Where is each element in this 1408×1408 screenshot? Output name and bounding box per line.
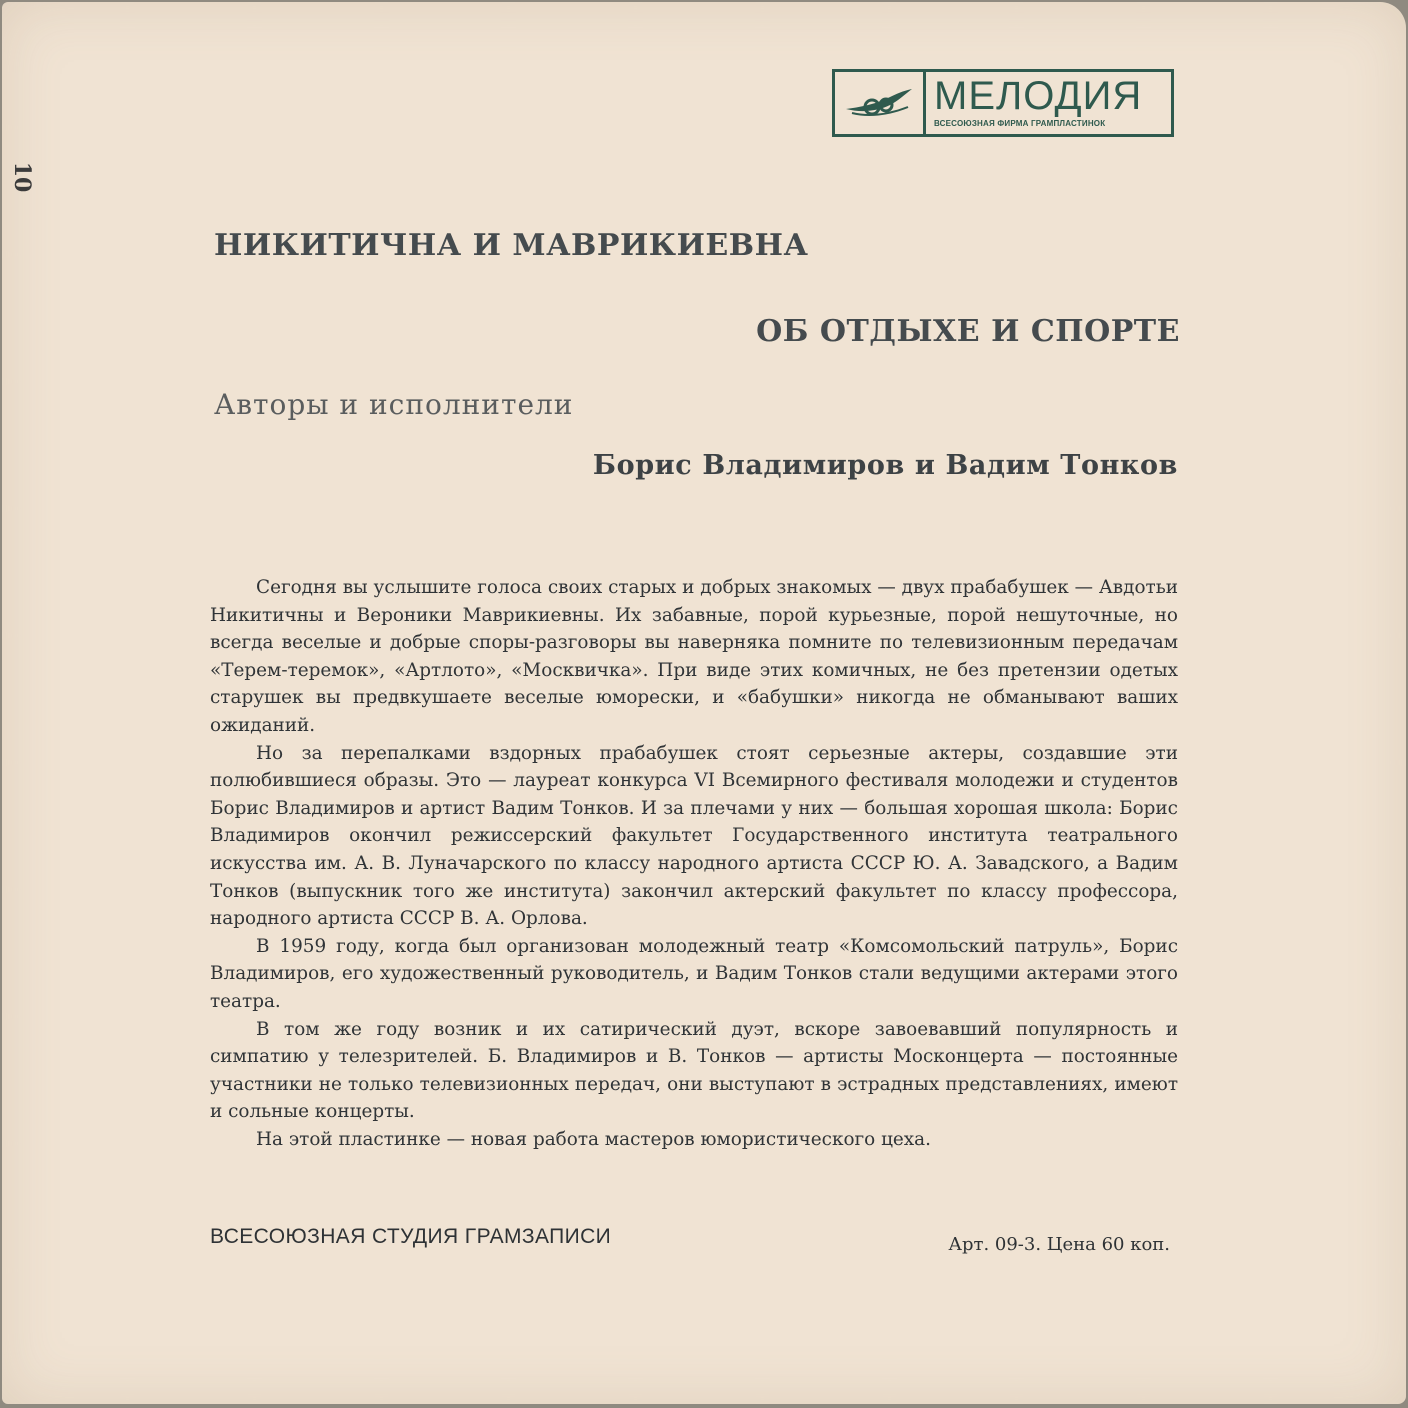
liner-notes — [210, 574, 1178, 1153]
melodiya-emblem-icon — [835, 72, 926, 134]
liner-paragraph-2: Но за перепалками вздорных прабабушек стоят серьезные актеры, создавшие эти полюбившиеся образы. Это — лауреат конкурса VI Всемирного фестиваля молодежи и студентов Борис Владимиров и артист Вадим Тонков. И за плечами у них — большая хорошая школа: Борис Владимиров окончил режиссерский факультет Государственного института театрального искусства им. А. В. Луначарского по классу народного артиста СССР Ю. А. Завадского, а Вадим Тонков (выпускник того же института) закончил актерский факультет по классу профессора, народного артиста СССР В. А. Орлова. — [210, 742, 1178, 930]
record-sleeve — [2, 2, 1406, 1404]
authors-names: Борис Владимиров и Вадим Тонков — [592, 450, 1178, 481]
record-title-line-2: ОБ ОТДЫХЕ И СПОРТЕ — [756, 314, 1180, 349]
melodiya-logo — [832, 69, 1174, 137]
logo-brand: МЕЛОДИЯ — [934, 74, 1143, 118]
authors-label: Авторы и исполнители — [214, 388, 574, 421]
logo-subtitle: ВСЕСОЮЗНАЯ ФИРМА ГРАМПЛАСТИНОК — [934, 119, 1106, 128]
liner-paragraph-5: На этой пластинке — новая работа мастеров юмористического цеха. — [256, 1128, 931, 1150]
liner-paragraph-3: В 1959 году, когда был организован молодежный театр «Комсомольский патруль», Борис Владимиров, его художественный руководитель, и Вадим Тонков стали ведущими актерами этого театра. — [210, 935, 1178, 1012]
record-title-line-1: НИКИТИЧНА И МАВРИКИЕВНА — [214, 228, 809, 263]
catalog-price: Арт. 09-3. Цена 60 коп. — [948, 1234, 1170, 1255]
side-number: 10 — [9, 161, 35, 193]
studio-name: ВСЕСОЮЗНАЯ СТУДИЯ ГРАМЗАПИСИ — [210, 1225, 612, 1248]
logo-text — [926, 72, 1171, 134]
liner-paragraph-4: В том же году возник и их сатирический дуэт, вскоре завоевавший популярность и симпатию у телезрителей. Б. Владимиров и В. Тонков — артисты Москонцерта — постоянные участники не только телевизионных передач, они выступают в эстрадных представлениях, имеют и сольные концерты. — [210, 1018, 1178, 1123]
liner-paragraph-1: Сегодня вы услышите голоса своих старых и добрых знакомых — двух прабабушек — Авдотьи Никитичны и Вероники Маврикиевны. Их забавные, порой курьезные, порой нешуточные, но всегда веселые и добрые споры-разговоры вы наверняка помните по телевизионным передачам «Терем-теремок», «Артлото», «Москвичка». При виде этих комичных, не без претензии одетых старушек вы предвкушаете веселые юморески, и «бабушки» никогда не обманывают ваших ожиданий. — [210, 577, 1178, 736]
